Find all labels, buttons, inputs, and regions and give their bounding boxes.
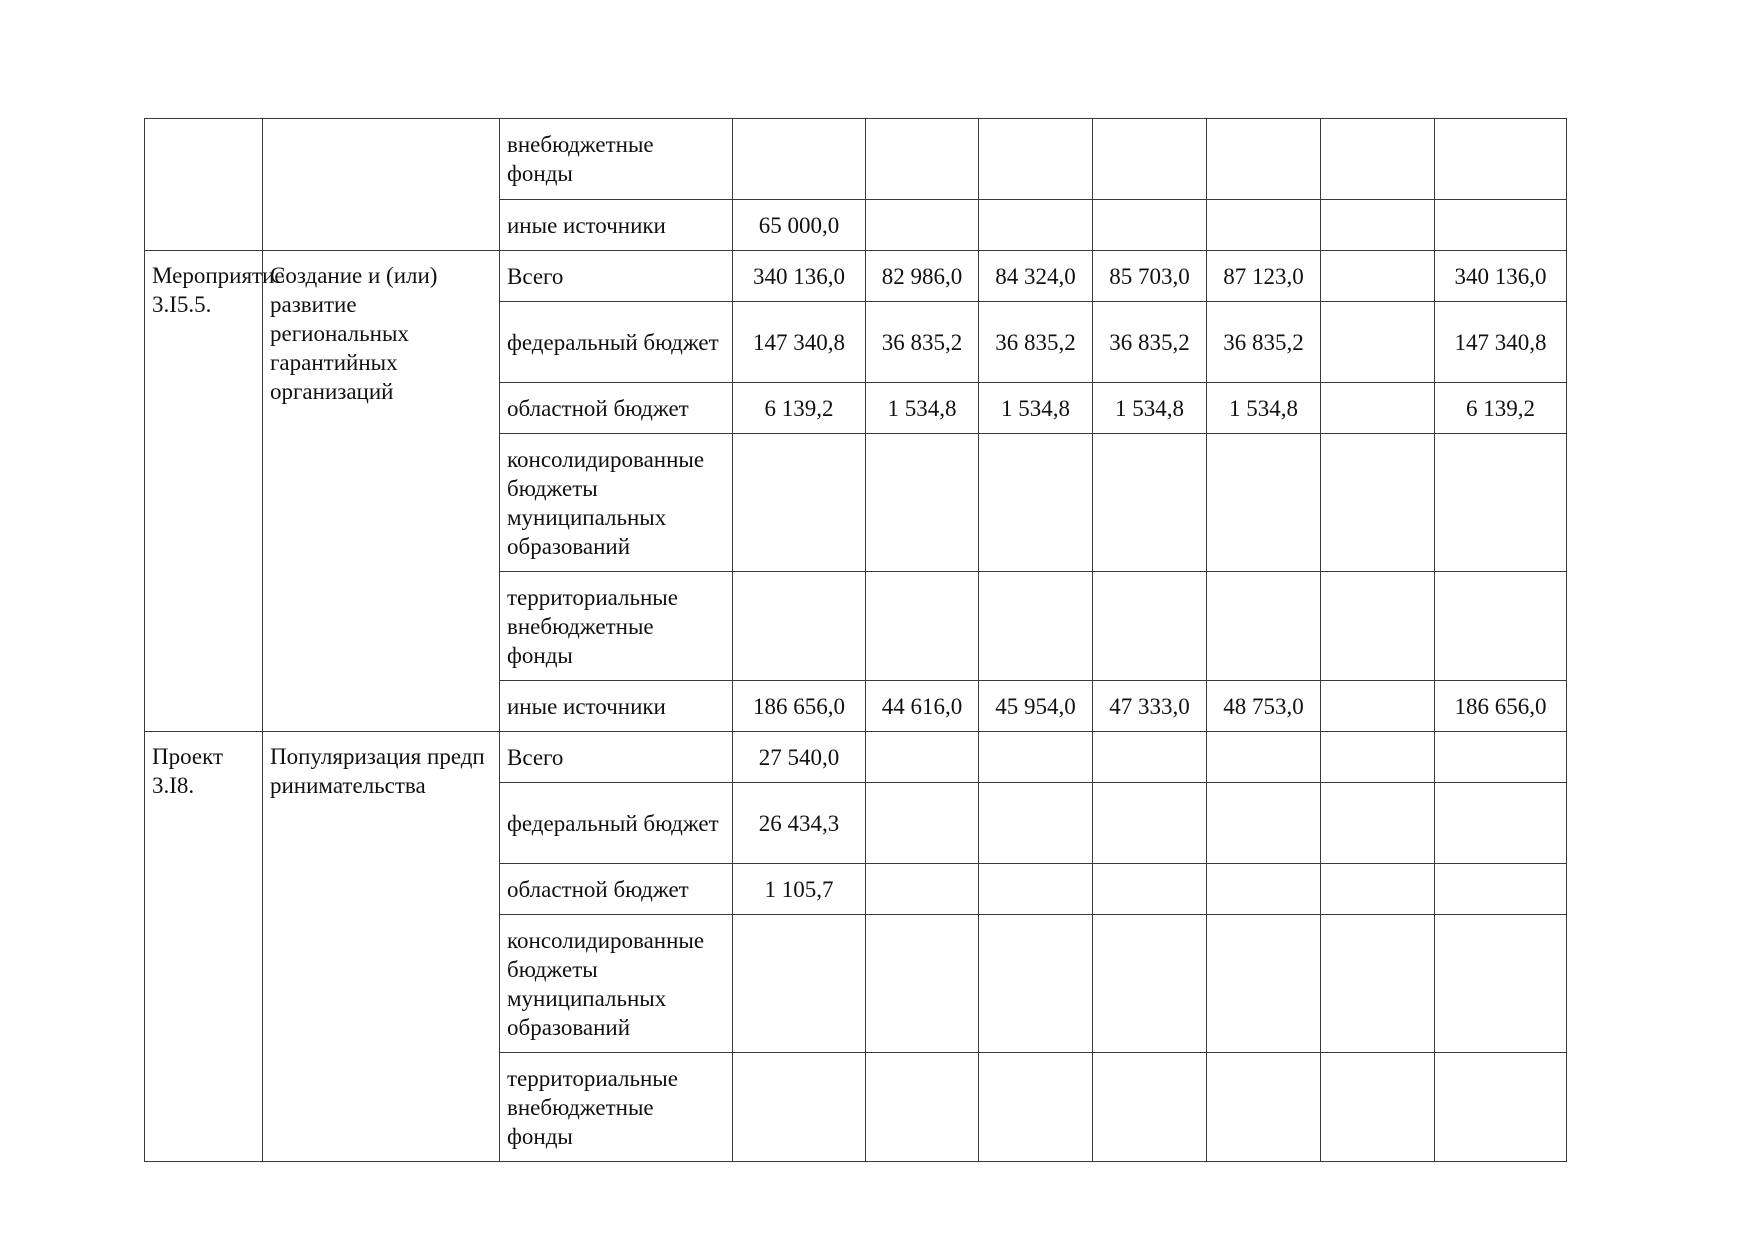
amount-cell xyxy=(1321,251,1435,302)
amount-cell: 186 656,0 xyxy=(733,681,866,732)
amount-cell xyxy=(1207,915,1321,1053)
amount-cell xyxy=(1207,1053,1321,1162)
amount-cell xyxy=(1435,864,1567,915)
amount-cell xyxy=(1093,1053,1207,1162)
item-code-cell xyxy=(145,119,263,251)
amount-cell: 6 139,2 xyxy=(1435,383,1567,434)
amount-cell: 6 139,2 xyxy=(733,383,866,434)
amount-cell xyxy=(1207,864,1321,915)
amount-cell xyxy=(1321,864,1435,915)
amount-cell xyxy=(1321,119,1435,200)
amount-cell: 36 835,2 xyxy=(979,302,1093,383)
amount-cell xyxy=(1093,434,1207,572)
amount-cell xyxy=(1321,383,1435,434)
amount-cell: 65 000,0 xyxy=(733,200,866,251)
funding-source-cell: федеральный бюджет xyxy=(500,783,733,864)
amount-cell xyxy=(866,783,979,864)
amount-cell xyxy=(1093,783,1207,864)
amount-cell xyxy=(979,864,1093,915)
amount-cell xyxy=(1321,572,1435,681)
amount-cell: 186 656,0 xyxy=(1435,681,1567,732)
amount-cell xyxy=(733,572,866,681)
amount-cell xyxy=(1435,732,1567,783)
amount-cell: 147 340,8 xyxy=(1435,302,1567,383)
amount-cell xyxy=(1321,915,1435,1053)
amount-cell xyxy=(1321,732,1435,783)
amount-cell xyxy=(733,915,866,1053)
amount-cell: 27 540,0 xyxy=(733,732,866,783)
amount-cell xyxy=(866,732,979,783)
amount-cell: 44 616,0 xyxy=(866,681,979,732)
amount-cell: 1 534,8 xyxy=(866,383,979,434)
funding-source-cell: федеральный бюджет xyxy=(500,302,733,383)
amount-cell xyxy=(1321,434,1435,572)
funding-source-cell: консолидированные бюджеты муниципальных образований xyxy=(500,434,733,572)
amount-cell: 36 835,2 xyxy=(1093,302,1207,383)
item-name-cell xyxy=(263,251,500,732)
amount-cell xyxy=(1435,572,1567,681)
item-name-cell xyxy=(263,732,500,1162)
amount-cell xyxy=(1207,119,1321,200)
funding-source-cell: внебюджетные фонды xyxy=(500,119,733,200)
amount-cell xyxy=(866,572,979,681)
amount-cell xyxy=(1435,434,1567,572)
amount-cell xyxy=(1207,434,1321,572)
amount-cell xyxy=(1435,119,1567,200)
amount-cell xyxy=(1435,1053,1567,1162)
amount-cell xyxy=(1321,302,1435,383)
amount-cell: 1 105,7 xyxy=(733,864,866,915)
item-name-cell xyxy=(263,119,500,251)
amount-cell xyxy=(1321,200,1435,251)
amount-cell xyxy=(1321,681,1435,732)
funding-source-cell: Всего xyxy=(500,732,733,783)
table-row xyxy=(145,119,1567,200)
amount-cell xyxy=(979,732,1093,783)
amount-cell: 48 753,0 xyxy=(1207,681,1321,732)
funding-source-cell: областной бюджет xyxy=(500,864,733,915)
table-row xyxy=(145,732,1567,783)
amount-cell xyxy=(866,200,979,251)
amount-cell: 340 136,0 xyxy=(733,251,866,302)
funding-source-cell: консолидированные бюджеты муниципальных образований xyxy=(500,915,733,1053)
amount-cell: 45 954,0 xyxy=(979,681,1093,732)
amount-cell xyxy=(866,1053,979,1162)
amount-cell xyxy=(1093,119,1207,200)
funding-source-cell: иные источники xyxy=(500,681,733,732)
amount-cell xyxy=(1321,783,1435,864)
funding-source-cell: территориальные внебюджетные фонды xyxy=(500,572,733,681)
item-name-text: Популяризация предпринимательства xyxy=(270,744,485,798)
amount-cell: 84 324,0 xyxy=(979,251,1093,302)
funding-source-cell: иные источники xyxy=(500,200,733,251)
amount-cell: 82 986,0 xyxy=(866,251,979,302)
amount-cell xyxy=(979,915,1093,1053)
amount-cell: 1 534,8 xyxy=(1093,383,1207,434)
amount-cell xyxy=(979,434,1093,572)
amount-cell xyxy=(1093,732,1207,783)
funding-source-cell: Всего xyxy=(500,251,733,302)
amount-cell: 47 333,0 xyxy=(1093,681,1207,732)
amount-cell: 87 123,0 xyxy=(1207,251,1321,302)
amount-cell xyxy=(979,200,1093,251)
amount-cell xyxy=(1207,783,1321,864)
amount-cell xyxy=(1207,572,1321,681)
amount-cell xyxy=(979,572,1093,681)
amount-cell xyxy=(866,864,979,915)
item-code-cell: Проект 3.I8. xyxy=(145,732,263,1162)
funding-source-cell: территориальные внебюджетные фонды xyxy=(500,1053,733,1162)
amount-cell xyxy=(866,915,979,1053)
amount-cell xyxy=(1093,915,1207,1053)
amount-cell: 1 534,8 xyxy=(1207,383,1321,434)
amount-cell: 147 340,8 xyxy=(733,302,866,383)
amount-cell xyxy=(1093,864,1207,915)
amount-cell xyxy=(733,434,866,572)
amount-cell: 1 534,8 xyxy=(979,383,1093,434)
amount-cell xyxy=(1093,572,1207,681)
amount-cell: 85 703,0 xyxy=(1093,251,1207,302)
amount-cell xyxy=(979,119,1093,200)
amount-cell xyxy=(733,119,866,200)
amount-cell xyxy=(1093,200,1207,251)
amount-cell: 36 835,2 xyxy=(866,302,979,383)
amount-cell: 36 835,2 xyxy=(1207,302,1321,383)
table-row xyxy=(145,251,1567,302)
funding-source-cell: областной бюджет xyxy=(500,383,733,434)
amount-cell xyxy=(1435,783,1567,864)
amount-cell xyxy=(1435,915,1567,1053)
amount-cell xyxy=(1321,1053,1435,1162)
amount-cell: 340 136,0 xyxy=(1435,251,1567,302)
amount-cell xyxy=(733,1053,866,1162)
amount-cell xyxy=(866,434,979,572)
amount-cell: 26 434,3 xyxy=(733,783,866,864)
amount-cell xyxy=(1207,200,1321,251)
amount-cell xyxy=(979,1053,1093,1162)
budget-table xyxy=(144,118,1567,1162)
item-name-text: Создание и (или) развитие региональных гарантийных организаций xyxy=(270,263,438,404)
amount-cell xyxy=(979,783,1093,864)
table-body xyxy=(145,119,1567,1162)
amount-cell xyxy=(1435,200,1567,251)
item-code-cell: Мероприятие 3.I5.5. xyxy=(145,251,263,732)
amount-cell xyxy=(1207,732,1321,783)
amount-cell xyxy=(866,119,979,200)
